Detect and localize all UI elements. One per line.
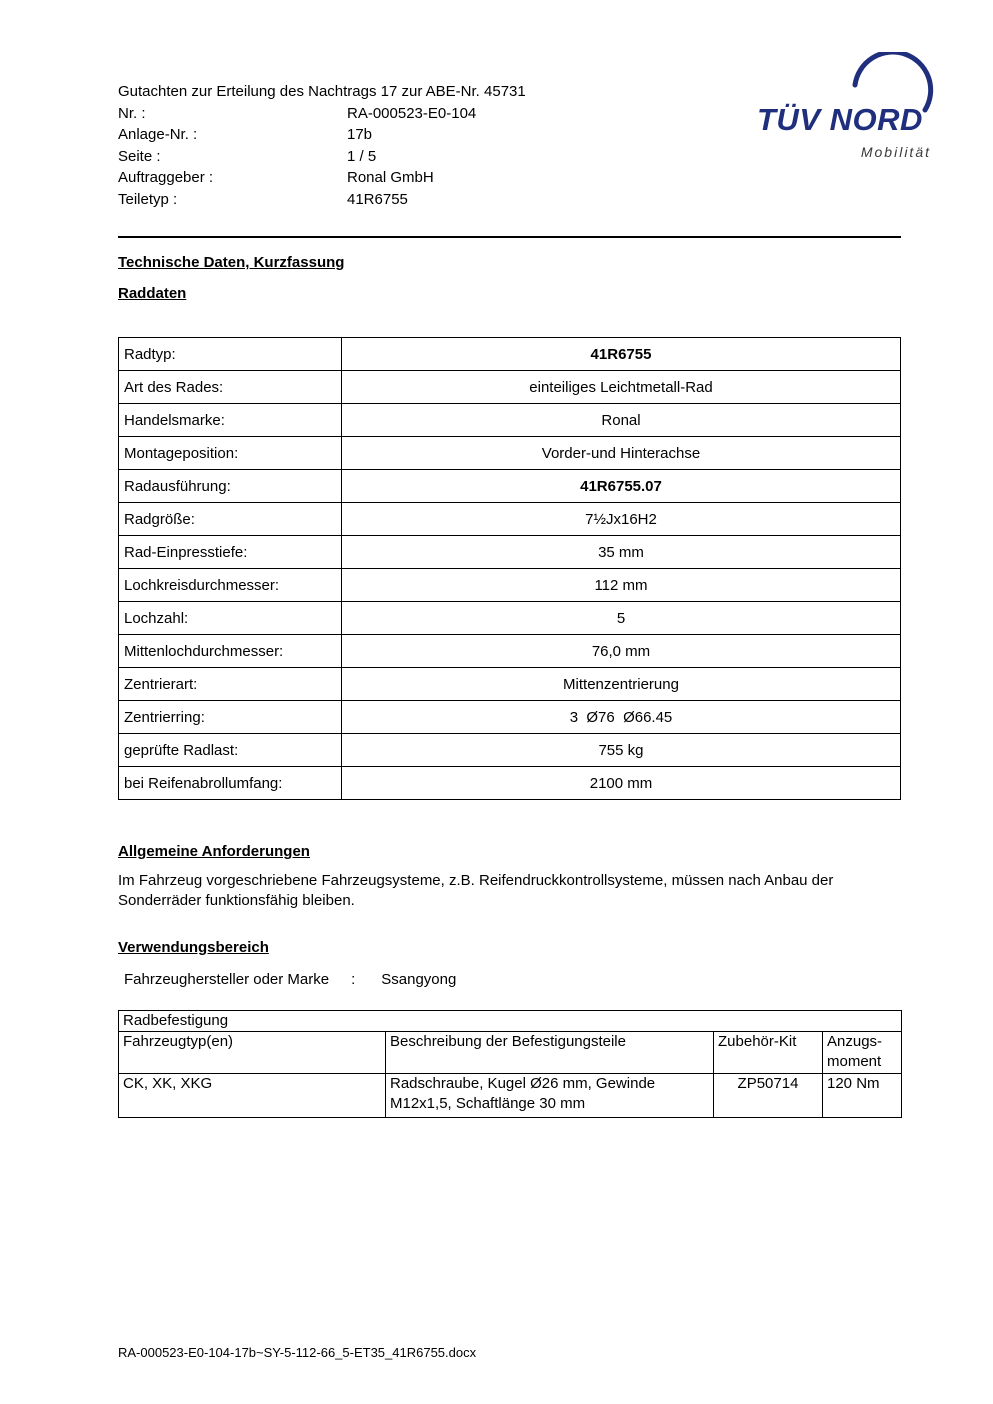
raddaten-value: 35 mm xyxy=(342,536,901,569)
column-header-beschreibung: Beschreibung der Befestigungsteile xyxy=(386,1032,714,1074)
section-heading-raddaten: Raddaten xyxy=(118,285,187,302)
table-row xyxy=(119,734,901,767)
raddaten-value: 5 xyxy=(342,602,901,635)
cell-anzugsmoment: 120 Nm xyxy=(823,1074,902,1118)
section-heading-allgemeine-anforderungen: Allgemeine Anforderungen xyxy=(118,843,310,860)
header-field-value: RA-000523-E0-104 xyxy=(347,104,477,122)
raddaten-label: Radausführung: xyxy=(119,470,342,503)
table-row xyxy=(119,668,901,701)
header-field-value: 41R6755 xyxy=(347,190,408,208)
header-field-row xyxy=(118,124,901,146)
header-field-label: Auftraggeber : xyxy=(118,169,214,186)
cell-beschreibung: Radschraube, Kugel Ø26 mm, Gewinde M12x1,5, Schaftlänge 30 mm xyxy=(386,1074,714,1118)
header-field-label: Anlage-Nr. : xyxy=(118,126,198,143)
raddaten-label: Radtyp: xyxy=(119,338,342,371)
column-header-fahrzeugtyp: Fahrzeugtyp(en) xyxy=(119,1032,386,1074)
raddaten-label: Art des Rades: xyxy=(119,371,342,404)
raddaten-label: Montageposition: xyxy=(119,437,342,470)
table-row xyxy=(119,404,901,437)
header-field-row xyxy=(118,146,901,168)
table-row xyxy=(119,635,901,668)
header-field-label: Seite : xyxy=(118,147,161,165)
raddaten-value: 755 kg xyxy=(342,734,901,767)
raddaten-value: 112 mm xyxy=(342,569,901,602)
raddaten-value: 2100 mm xyxy=(342,767,901,800)
raddaten-label: Handelsmarke: xyxy=(119,404,342,437)
table-row xyxy=(119,1074,902,1118)
table-row xyxy=(119,569,901,602)
cell-fahrzeugtyp: CK, XK, XKG xyxy=(119,1074,386,1118)
raddaten-value: 41R6755.07 xyxy=(342,470,901,503)
document-title: Gutachten zur Erteilung des Nachtrags 17 zur ABE-Nr. 45731 xyxy=(118,83,526,100)
header-field-value: Ronal GmbH xyxy=(347,169,434,186)
header-divider xyxy=(118,236,901,238)
raddaten-value: 76,0 mm xyxy=(342,635,901,668)
logo-brand-text: TÜV NORD xyxy=(757,102,923,137)
raddaten-label: Lochkreisdurchmesser: xyxy=(119,569,342,602)
table-row xyxy=(119,437,901,470)
header-field-row xyxy=(118,103,901,125)
table-row xyxy=(119,701,901,734)
header-field-row xyxy=(118,189,901,211)
section-heading-technische-daten: Technische Daten, Kurzfassung xyxy=(118,254,345,271)
table-row xyxy=(119,602,901,635)
raddaten-value: einteiliges Leichtmetall-Rad xyxy=(342,371,901,404)
fahrzeughersteller-label: Fahrzeughersteller oder Marke xyxy=(124,971,330,988)
column-header-zubehoer-kit: Zubehör-Kit xyxy=(714,1032,823,1074)
header-field-value: 17b xyxy=(347,126,373,143)
cell-zubehoer-kit: ZP50714 xyxy=(714,1074,823,1118)
footer-filename: RA-000523-E0-104-17b~SY-5-112-66_5-ET35_41R6755.docx xyxy=(118,1345,477,1360)
raddaten-label: Rad-Einpresstiefe: xyxy=(119,536,342,569)
raddaten-table xyxy=(118,337,901,800)
radbefestigung-table xyxy=(118,1010,902,1118)
raddaten-label: Zentrierart: xyxy=(119,668,342,701)
radbefestigung-title: Radbefestigung xyxy=(119,1011,902,1032)
raddaten-label: Radgröße: xyxy=(119,503,342,536)
header-field-label: Teiletyp : xyxy=(118,190,178,208)
table-row xyxy=(119,767,901,800)
section-heading-verwendungsbereich: Verwendungsbereich xyxy=(118,939,269,956)
raddaten-value: 7½Jx16H2 xyxy=(342,503,901,536)
header-field-label: Nr. : xyxy=(118,104,146,122)
table-header-row xyxy=(119,1032,902,1074)
raddaten-label: Zentrierring: xyxy=(119,701,342,734)
fahrzeughersteller-colon: : xyxy=(351,971,356,988)
allgemeine-anforderungen-text: Im Fahrzeug vorgeschriebene Fahrzeugsysteme, z.B. Reifendruckkontrollsysteme, müssen nach Anbau der Sonderräder funktionsfähig bleiben. xyxy=(118,872,834,909)
raddaten-value: 41R6755 xyxy=(342,338,901,371)
table-row xyxy=(119,503,901,536)
raddaten-label: geprüfte Radlast: xyxy=(119,734,342,767)
table-row xyxy=(119,371,901,404)
document-header xyxy=(118,81,901,210)
header-field-value: 1 / 5 xyxy=(347,147,377,165)
raddaten-label: Mittenlochdurchmesser: xyxy=(119,635,342,668)
raddaten-value: 3 Ø76 Ø66.45 xyxy=(342,701,901,734)
fahrzeughersteller-value: Ssangyong xyxy=(381,971,457,988)
raddaten-value: Ronal xyxy=(342,404,901,437)
raddaten-label: Lochzahl: xyxy=(119,602,342,635)
raddaten-label: bei Reifenabrollumfang: xyxy=(119,767,342,800)
column-header-anzugsmoment: Anzugs-moment xyxy=(823,1032,902,1074)
logo-tagline: Mobilität xyxy=(860,144,931,160)
header-field-row xyxy=(118,167,901,189)
table-row xyxy=(119,338,901,371)
table-row xyxy=(119,1011,902,1032)
table-row xyxy=(119,536,901,569)
raddaten-value: Vorder-und Hinterachse xyxy=(342,437,901,470)
fahrzeughersteller-row xyxy=(118,971,901,988)
table-row xyxy=(119,470,901,503)
raddaten-value: Mittenzentrierung xyxy=(342,668,901,701)
